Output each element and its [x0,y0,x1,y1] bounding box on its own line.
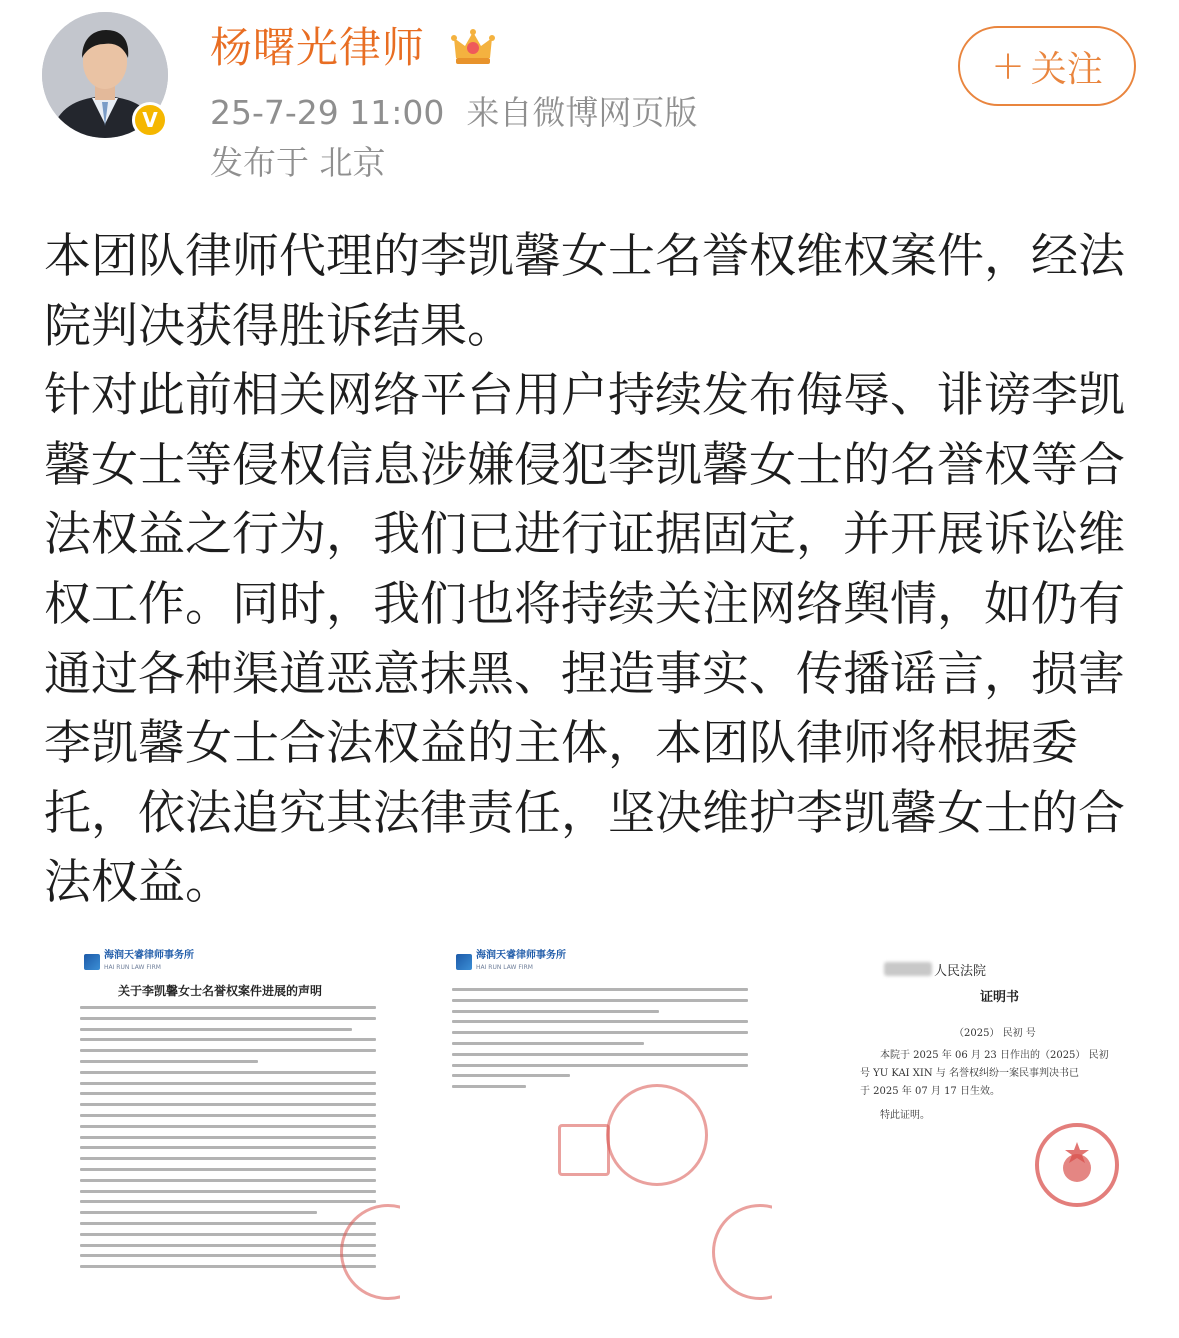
red-seal-icon [712,1204,772,1300]
statement-body-lines [452,988,748,1096]
post-meta [210,92,697,134]
follow-label: 关注 [1030,48,1103,90]
username[interactable]: 杨曙光律师 [210,23,426,72]
law-firm-logo-icon [84,954,100,970]
law-firm-name-en: HAI RUN LAW FIRM [476,964,533,971]
statement-title: 关于李凯馨女士名誉权案件进展的声明 [117,984,322,998]
image-grid [40,934,1140,1306]
red-square-seal-icon [558,1124,610,1176]
certificate-case-no: （2025） 民初 号 [954,1028,1036,1039]
image-thumbnail-statement[interactable] [40,934,400,1306]
law-firm-logo [456,950,566,974]
law-firm-logo-icon [456,954,472,970]
crown-icon[interactable] [450,24,496,70]
certificate-line-2: 号 YU KAI XIN 与 名誉权纠纷一案民事判决书已 [860,1068,1079,1079]
post-paragraph-2: 针对此前相关网络平台用户持续发布侮辱、诽谤李凯馨女士等侵权信息涉嫌侵犯李凯馨女士的名誉权等合法权益之行为，我们已进行证据固定，并开展诉讼维权工作。同时，我们也将持续关注网络舆情，如仍有通过各种渠道恶意抹黑、捏造事实、传播谣言，损害李凯馨女士合法权益的主体，本团队律师将根据委托，依法追究其法律责任，坚决维护李凯馨女士的合法权益。 [44,368,1125,911]
law-firm-name-en: HAI RUN LAW FIRM [104,964,161,971]
post-source: 来自微博网页版 [466,93,698,132]
court-seal-icon [1034,1122,1120,1208]
image-thumbnail-court-certificate[interactable] [784,934,1140,1306]
law-firm-name: 海润天睿律师事务所 [104,950,194,961]
post-location: 发布于 北京 [210,143,386,182]
redacted-block [884,962,932,976]
post-text [44,222,1139,918]
post-timestamp: 25-7-29 11:00 [210,93,445,132]
certificate-title: 证明书 [980,990,1020,1005]
plus-icon: + [991,43,1025,89]
red-seal-icon [606,1084,708,1186]
statement-body-lines [80,1006,376,1276]
certificate-line-1: 本院于 2025 年 06 月 23 日作出的（2025） 民初 [880,1050,1109,1061]
certificate-line-4: 特此证明。 [880,1110,930,1121]
post-paragraph-1: 本团队律师代理的李凯馨女士名誉权维权案件，经法院判决获得胜诉结果。 [44,229,1125,354]
scroll-fade [870,1290,1170,1326]
post-header [0,0,1179,210]
court-name: 人民法院 [934,964,987,979]
verified-v-icon: V [132,102,168,138]
image-thumbnail-statement-page2[interactable] [412,934,772,1306]
follow-button[interactable] [958,26,1136,106]
law-firm-name: 海润天睿律师事务所 [476,950,566,961]
certificate-line-3: 于 2025 年 07 月 17 日生效。 [860,1086,1000,1097]
law-firm-logo [84,950,194,974]
